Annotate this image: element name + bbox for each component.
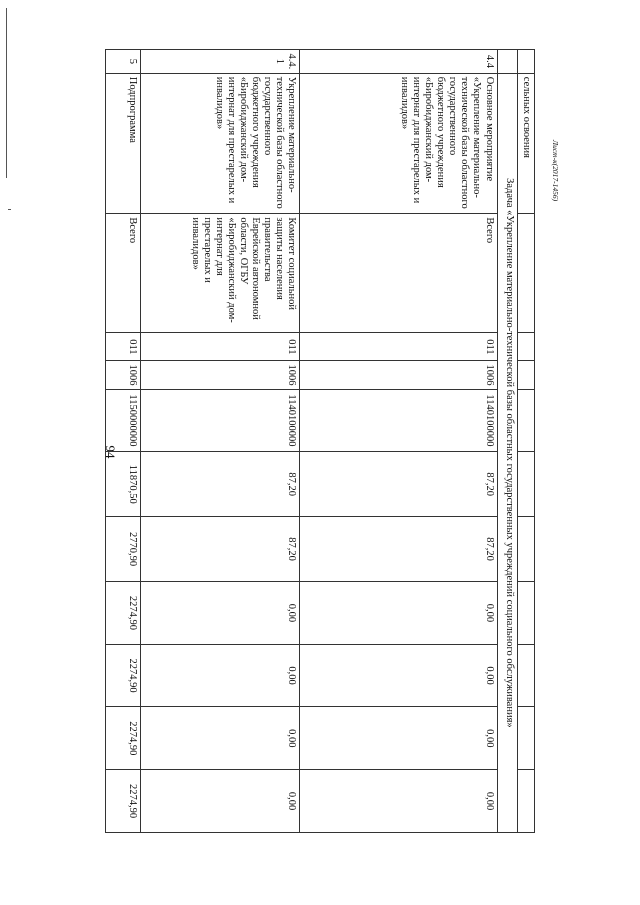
row-csr: 1140100000 — [300, 389, 497, 452]
row-value: 87,20 — [141, 517, 300, 582]
footer-reference: Лист-к(2017-1456) — [551, 140, 560, 202]
row-executor: Всего — [300, 214, 497, 333]
row-value: 87,20 — [300, 452, 497, 517]
row-number: 5 — [106, 50, 141, 74]
page-number: 94 — [103, 445, 118, 459]
row-grbs: 011 — [106, 333, 141, 361]
row-value: 2274,90 — [106, 707, 141, 770]
row-grbs: 011 — [141, 333, 300, 361]
row-grbs: 011 — [300, 333, 497, 361]
row-rzpr: 1006 — [300, 361, 497, 389]
row-name: Укрепление материально-технической базы областного государственного бюджетного учреждения «Биробиджанский дом-интернат для престарелых и инвалидов» — [141, 73, 300, 214]
task-title: Задача «Укрепление материально-технической базы областных государственных учреждений социального обслуживания» — [497, 73, 517, 832]
row-executor: Комитет социальной защиты населения правительства Еврейской автономной области, ОГБУ «Биробиджанский дом-интернат для престарелых и инвалидов» — [141, 214, 300, 333]
row-name: Подпрограмма — [106, 73, 141, 214]
row-number: 4.4.1 — [141, 50, 300, 74]
row-csr: 1140100000 — [141, 389, 300, 452]
task-row — [497, 50, 517, 833]
row-value: 2274,90 — [106, 644, 141, 707]
row-value: 2274,90 — [106, 582, 141, 645]
row-value: 0,00 — [300, 707, 497, 770]
header-row — [517, 50, 534, 833]
row-value: 2770,90 — [106, 517, 141, 582]
row-value: 0,00 — [141, 707, 300, 770]
row-value: 0,00 — [300, 582, 497, 645]
table-row — [106, 50, 141, 833]
row-rzpr: 1006 — [106, 361, 141, 389]
row-executor: Всего — [106, 214, 141, 333]
margin-mark — [8, 209, 11, 210]
row-name: Основное мероприятие «Укрепление материально-технической базы областного государственного бюджетного учреждения «Биробиджанский дом-интернат для престарелых и инвалидов» — [300, 73, 497, 214]
row-value: 87,20 — [300, 517, 497, 582]
row-value: 0,00 — [141, 582, 300, 645]
row-value: 0,00 — [141, 644, 300, 707]
row-value: 11870,50 — [106, 452, 141, 517]
budget-table — [105, 49, 535, 833]
row-value: 2274,90 — [106, 770, 141, 833]
header-cell: сельных освоения — [517, 73, 534, 214]
row-value: 0,00 — [300, 770, 497, 833]
table-row — [141, 50, 300, 833]
row-csr: 1150000000 — [106, 389, 141, 452]
table-row — [300, 50, 497, 833]
budget-table-container — [105, 49, 535, 833]
row-value: 0,00 — [300, 644, 497, 707]
margin-rule — [6, 8, 7, 178]
row-rzpr: 1006 — [141, 361, 300, 389]
row-value: 0,00 — [141, 770, 300, 833]
row-number: 4.4 — [300, 50, 497, 74]
row-value: 87,20 — [141, 452, 300, 517]
